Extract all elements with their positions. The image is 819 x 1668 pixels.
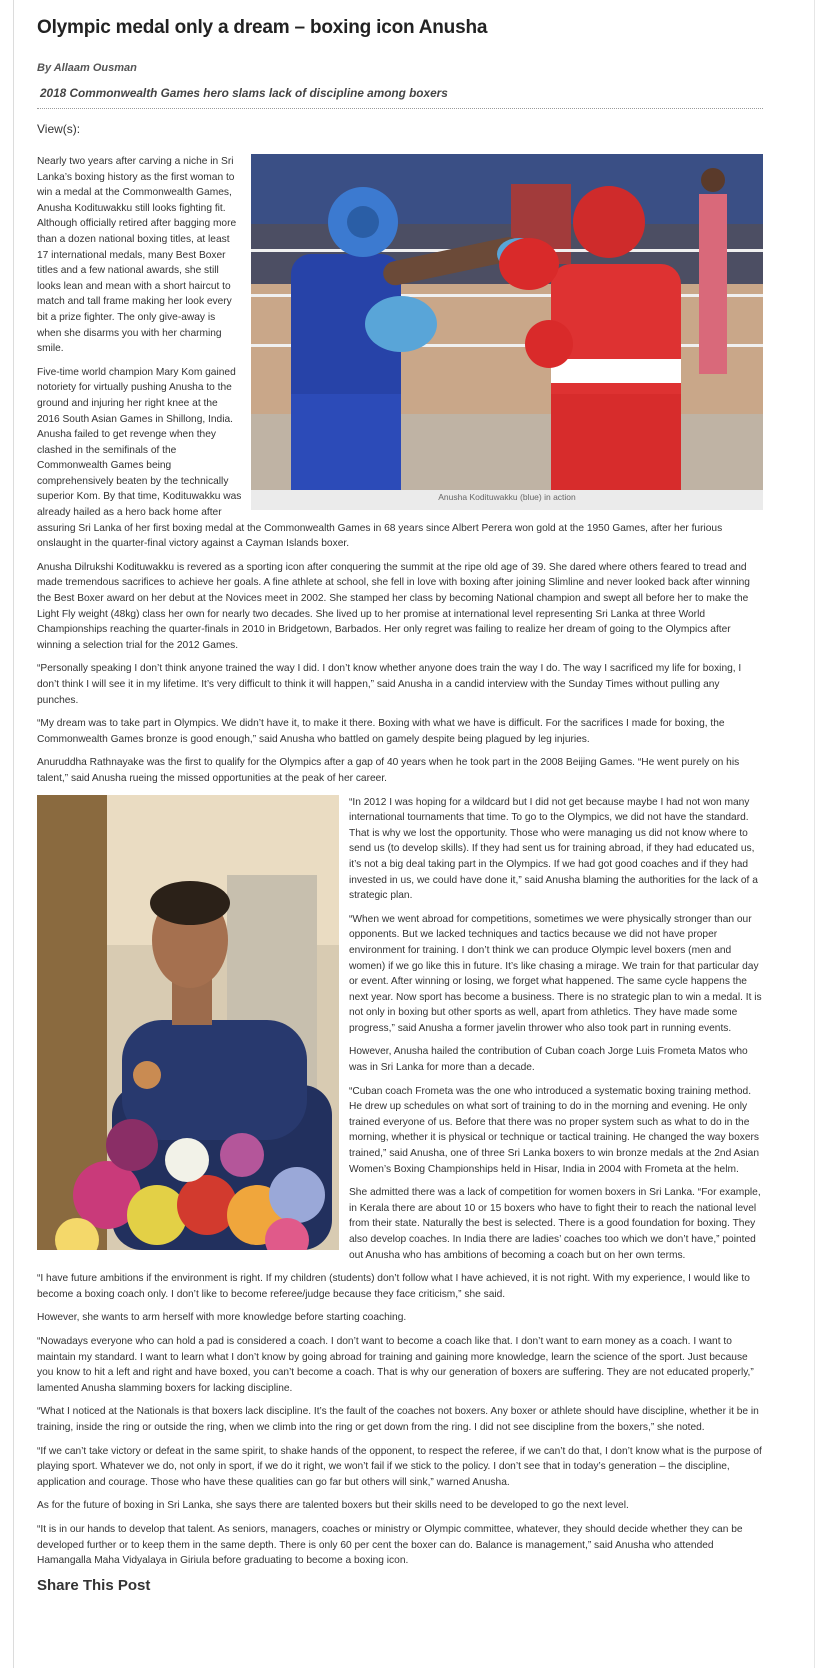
paragraph: “Cuban coach Frometa was the one who introduced a systematic boxing training method. He drew up schedules on what sort of training to do in the morning and evening. He only trained everyone of us. Before that there was no proper system such as what to do in the morning, whether it is physical or technique or tactical training. He changed the way boxers trained,” said Anusha, one of three Sri Lanka boxers to win bronze medals at the 2nd Asian Women’s Boxing Championships held in Hisar, India in 2004 with Frometa at the helm.	[349, 1085, 760, 1175]
boxing-action-image	[251, 154, 763, 490]
medal-portrait-photo	[37, 795, 339, 1250]
byline: By Allaam Ousman	[37, 62, 137, 74]
paragraph: As for the future of boxing in Sri Lanka, she says there are talented boxers but their skills need to be developed to go the next level.	[37, 1500, 629, 1512]
paragraph: “What I noticed at the Nationals is that boxers lack discipline. It’s the fault of the coaches not boxers. Any boxer or athlete should have discipline, whether it be in training, inside the ring or outside the ring, when we climb into the ring or get down from the ring. I did not see discipline from the boxers,” she noted.	[37, 1406, 759, 1433]
paragraph: Five-time world champion Mary Kom gained notoriety for virtually pushing Anusha to the ground and injuring her right knee at the 2016 South Asian Games in Shillong, India. Anusha failed to get revenge when they clashed in the semifinals of the Commonwealth Games being comprehensively beaten by the technically superior Kom. By that time, Kodituwakku was already hailed as a hero back home after assuring Sri Lanka of her first boxing medal at the Commonwealth Games in 68 years since Albert Perera won gold at the 1950 Games, after her furious onslaught in the quarter-final victory against a Cayman Islands boxer.	[37, 366, 723, 550]
paragraph: However, Anusha hailed the contribution of Cuban coach Jorge Luis Frometa Matos who was in Sri Lanka for more than a decade.	[349, 1046, 748, 1074]
article-body	[37, 154, 763, 1595]
paragraph: “When we went abroad for competitions, sometimes we were physically stronger than our opponents. But we lacked techniques and tactics because we did not have proper environment for training. I don’t think we can produce Olympic level boxers (men and women) if we go like this in future. It’s like chasing a mirage. We train for that particular day or event. After winning or losing, we forget what happened. The same cycle happens the next year. Now sport has become a business. There is no strategic plan to win a medal. It is not only in boxing but other sports as well, apart from athletics. They have made some progress,” said Anusha a former javelin thrower who also took part in running events.	[349, 913, 762, 1034]
paragraph: Anuruddha Rathnayake was the first to qualify for the Olympics after a gap of 40 years when he took part in the 2008 Beijing Games. “He went purely on his talent,” said Anusha rueing the missed opportunities at the peak of her career.	[37, 757, 740, 784]
paragraph: Nearly two years after carving a niche in Sri Lanka’s boxing history as the first woman to win a medal at the Commonwealth Games, Anusha Kodituwakku still looks fighting fit. Although officially retired after bagging more than a dozen national boxing titles, at least 17 international medals, many Best Boxer titles and a few national awards, she still looks lean and mean with a short haircut to match and tall frame making her look every bit a prize fighter. The only give-away is when she disarms you with her charming smile.	[37, 156, 237, 355]
views-label: View(s):	[37, 122, 81, 136]
article-title: Olympic medal only a dream – boxing icon Anusha	[37, 17, 488, 38]
paragraph: Anusha Dilrukshi Kodituwakku is revered as a sporting icon after conquering the summit at the ripe old age of 39. She dared where others feared to tread and made tremendous sacrifices to achieve her goals. A fine athlete at school, she fell in love with boxing after joining Slimline and never looked back after winning the Best Boxer award on her debut at the Novices meet in 2002. She stamped her class by becoming National champion and swept all before her to make the Light Fly weight (48kg) class her own for nearly two decades. She lived up to her promise at international level representing Sri Lanka at three World Championships reaching the quarter-finals in 2010 in Bridgetown, Barbados. Her only regret was failing to realize her dream of going to the Olympics after winning a selection trial for the 2012 Games.	[37, 561, 750, 651]
paragraph: However, she wants to arm herself with more knowledge before starting coaching.	[37, 1312, 407, 1324]
subheadline: 2018 Commonwealth Games hero slams lack of discipline among boxers	[40, 86, 448, 100]
photo-caption: Anusha Kodituwakku (blue) in action	[438, 492, 576, 502]
medal-portrait-image	[37, 795, 339, 1250]
paragraph: She admitted there was a lack of competition for women boxers in Sri Lanka. “For example, in Kerala there are about 10 or 15 boxers who have to fight their to reach the national level from their state. Naturally the best is selected. There is a good foundation for boxing. They also develop coaches. In India there are ladies’ coaches too which we don’t have,” pointed out Anusha who has ambitions of becoming a coach but on her own terms.	[349, 1187, 761, 1261]
paragraph: “Nowadays everyone who can hold a pad is considered a coach. I don’t want to become a coach like that. I don’t want to earn money as a coach. I want to maintain my standard. I want to learn what I don’t know by going abroad for training and gaining more knowledge, learn the science of the sport. Just because you know to hit a left and right and have boxed, you can’t become a coach. That is why our generation of boxers are suffering. They are not educated properly,” lamented Anusha slamming boxers for lacking discipline.	[37, 1335, 754, 1394]
paragraph: “I have future ambitions if the environment is right. If my children (students) don’t follow what I have achieved, it is not right. With my experience, I would like to become a boxing coach only. I don’t like to become referee/judge because they face criticism,” she said.	[37, 1273, 750, 1300]
paragraph: “Personally speaking I don’t think anyone trained the way I did. I don’t know whether anyone does train the way I do. The way I sacrificed my life for boxing, I don’t think I will see it in my lifetime. It’s very difficult to think it will happen,” said Anusha in a candid interview with the Sunday Times without pulling any punches.	[37, 663, 742, 706]
divider	[37, 108, 763, 109]
share-heading: Share This Post	[37, 1576, 151, 1594]
page-right-border	[814, 0, 815, 1668]
paragraph: “It is in our hands to develop that talent. As seniors, managers, coaches or ministry or Olympic committee, whatever, they should decide whether they can be developed further or to keep them in the same depth. There is only 60 per cent the boxer can do. Balance is management,” said Anusha who attended Hamangalla Maha Vidyalaya in Giriula before graduating to become a boxing icon.	[37, 1523, 743, 1567]
paragraph: “If we can’t take victory or defeat in the same spirit, to shake hands of the opponent, to respect the referee, if we can’t do that, I don’t know what is the purpose of playing sport. Whatever we do, not only in sport, if we do it right, we won’t fail if we stick to the policy. I don’t see that in today’s generation – the discipline, application and courage. Those who have these qualities can go far but others will sink,” warned Anusha.	[37, 1445, 762, 1488]
article	[37, 0, 763, 1595]
paragraph: “My dream was to take part in Olympics. We didn’t have it, to make it there. Boxing with what we have is difficult. For the sacrifices I made for boxing, the Commonwealth Games bronze is good enough,” said Anusha who battled on gamely despite being plagued by leg injuries.	[37, 718, 725, 745]
paragraph: “In 2012 I was hoping for a wildcard but I did not get because maybe I had not won many international tournaments that time. To go to the Olympics, we did not have the standard. That is why we lost the opportunity. Those who were managing us did not know where to send us (to develop skills). If they had sent us for training abroad, if they had educated us, it’s not a big deal taking part in the Olympics. If we had got good coaches and if they had invested in us, we could have done it,” said Anusha blaming the authorities for the lack of a strategic plan.	[349, 796, 758, 902]
boxing-action-photo	[251, 154, 763, 510]
page-left-border	[13, 0, 14, 1668]
